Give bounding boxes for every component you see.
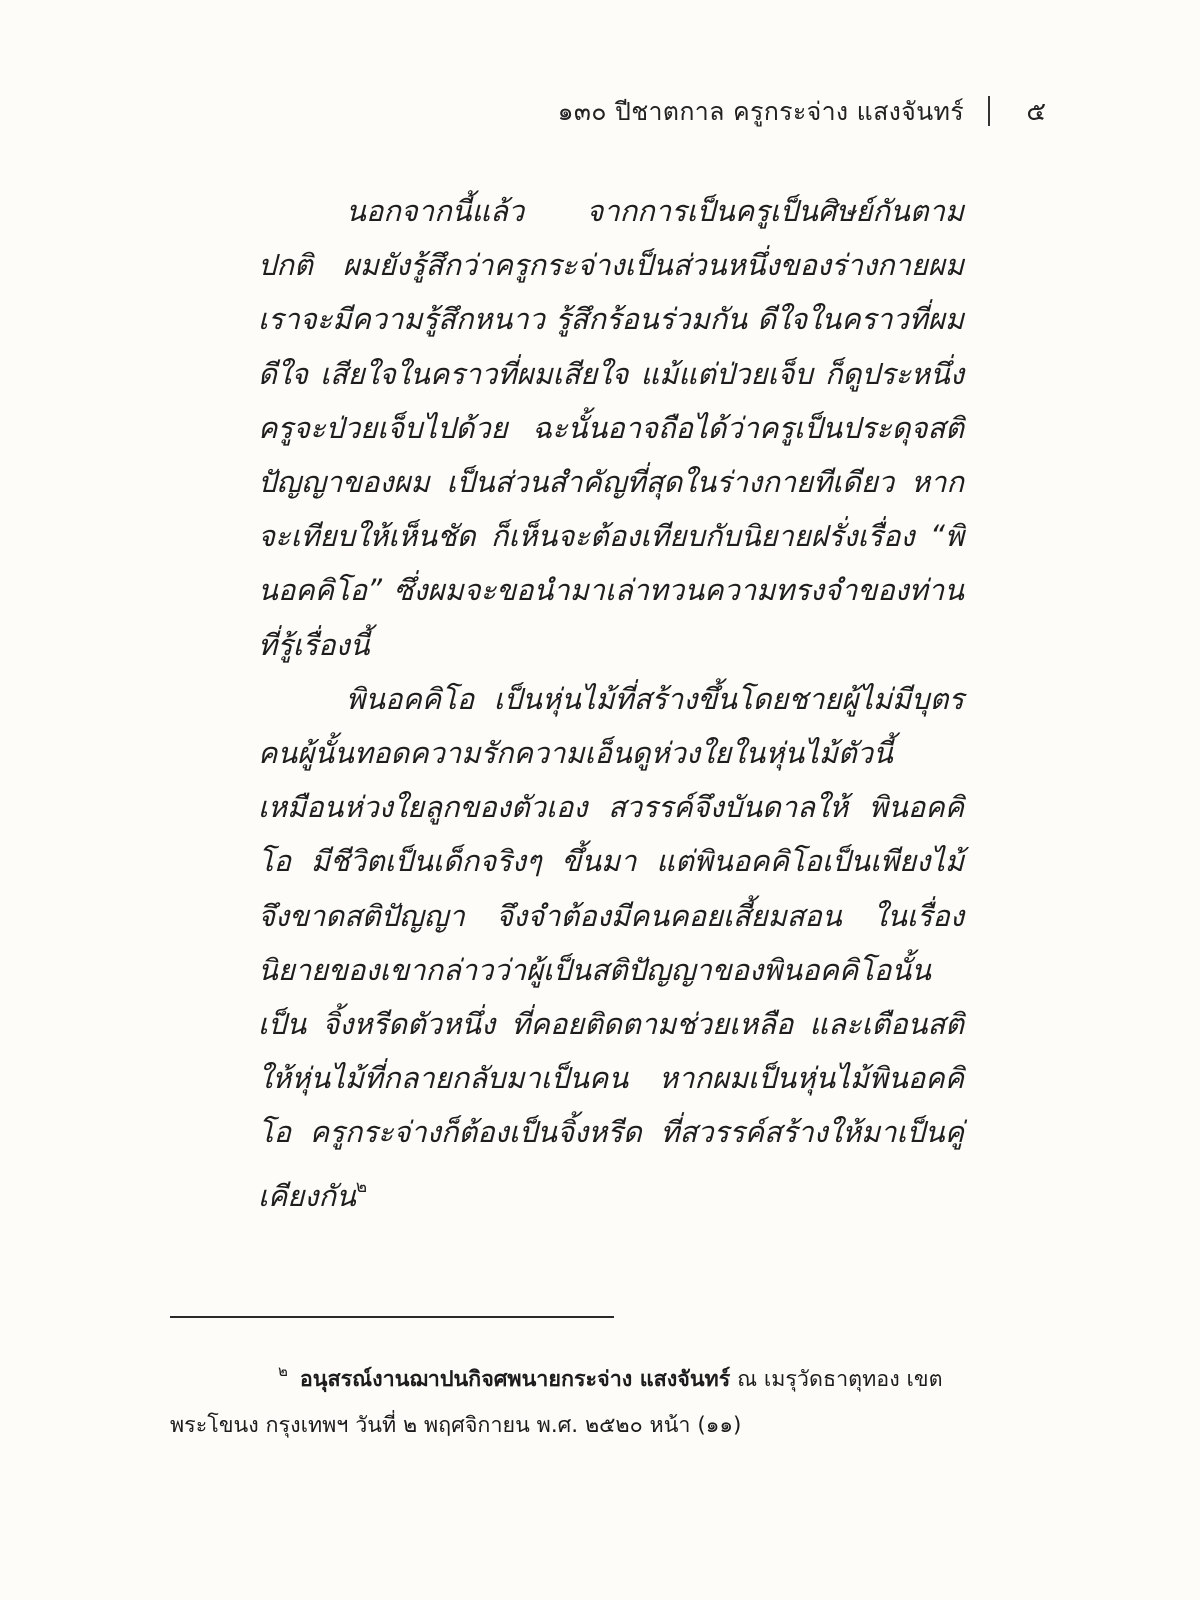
- header-divider: [988, 96, 990, 126]
- footnote-reference[interactable]: ๒: [355, 1176, 368, 1197]
- footnote-number: ๒: [278, 1362, 288, 1380]
- paragraph-2: [258, 672, 964, 1223]
- page-header: [500, 92, 1060, 132]
- body-text: [258, 184, 964, 1223]
- paragraph-1: [258, 184, 964, 672]
- running-header-title: ๑๓๐ ปีชาตกาล ครูกระจ่าง แสงจันทร์: [557, 97, 964, 126]
- paragraph-1-text: นอกจากนี้แล้ว จากการเป็นครูเป็นศิษย์กันตามปกติ ผมยังรู้สึกว่าครูกระจ่างเป็นส่วนหนึ่งของร่างกายผม เราจะมีความรู้สึกหนาว รู้สึกร้อนร่วมกัน ดีใจในคราวที่ผมดีใจ เสียใจในคราวที่ผมเสียใจ แม้แต่ป่วยเจ็บ ก็ดูประหนึ่งครูจะป่วยเจ็บไปด้วย ฉะนั้นอาจถือได้ว่าครูเป็นประดุจสติปัญญาของผม เป็นส่วนสำคัญที่สุดในร่างกายทีเดียว หากจะเทียบให้เห็นชัด ก็เห็นจะต้องเทียบกับนิยายฝรั่งเรื่อง “พินอคคิโอ” ซึ่งผมจะขอนำมาเล่าทวนความทรงจำของท่านที่รู้เรื่องนี้: [258, 194, 964, 662]
- footnote-separator: [170, 1316, 614, 1318]
- paragraph-2-text: พินอคคิโอ เป็นหุ่นไม้ที่สร้างขึ้นโดยชายผู้ไม่มีบุตร คนผู้นั้นทอดความรักความเอ็นดูห่วงใยในหุ่นไม้ตัวนี้เหมือนห่วงใยลูกของตัวเอง สวรรค์จึงบันดาลให้ พินอคคิโอ มีชีวิตเป็นเด็กจริงๆ ขึ้นมา แต่พินอคคิโอเป็นเพียงไม้ จึงขาดสติปัญญา จึงจำต้องมีคนคอยเสี้ยมสอน ในเรื่องนิยายของเขากล่าวว่าผู้เป็นสติปัญญาของพินอคคิโอนั้นเป็น จิ้งหรีดตัวหนึ่ง ที่คอยติดตามช่วยเหลือ และเตือนสติให้หุ่นไม้ที่กลายกลับมาเป็นคน หากผมเป็นหุ่นไม้พินอคคิโอ ครูกระจ่างก็ต้องเป็นจิ้งหรีด ที่สวรรค์สร้างให้มาเป็นคู่เคียงกัน: [258, 681, 964, 1213]
- footnote-source-details: ณ เมรุวัดธาตุทอง เขตพระโขนง กรุงเทพฯ วันที่ ๒ พฤศจิกายน พ.ศ. ๒๕๒๐ หน้า (๑๑): [170, 1367, 943, 1438]
- page-number: ๕: [1026, 97, 1046, 127]
- footnote-source-title: อนุสรณ์งานฌาปนกิจศพนายกระจ่าง แสงจันทร์: [299, 1367, 731, 1392]
- footnote: [170, 1348, 1030, 1449]
